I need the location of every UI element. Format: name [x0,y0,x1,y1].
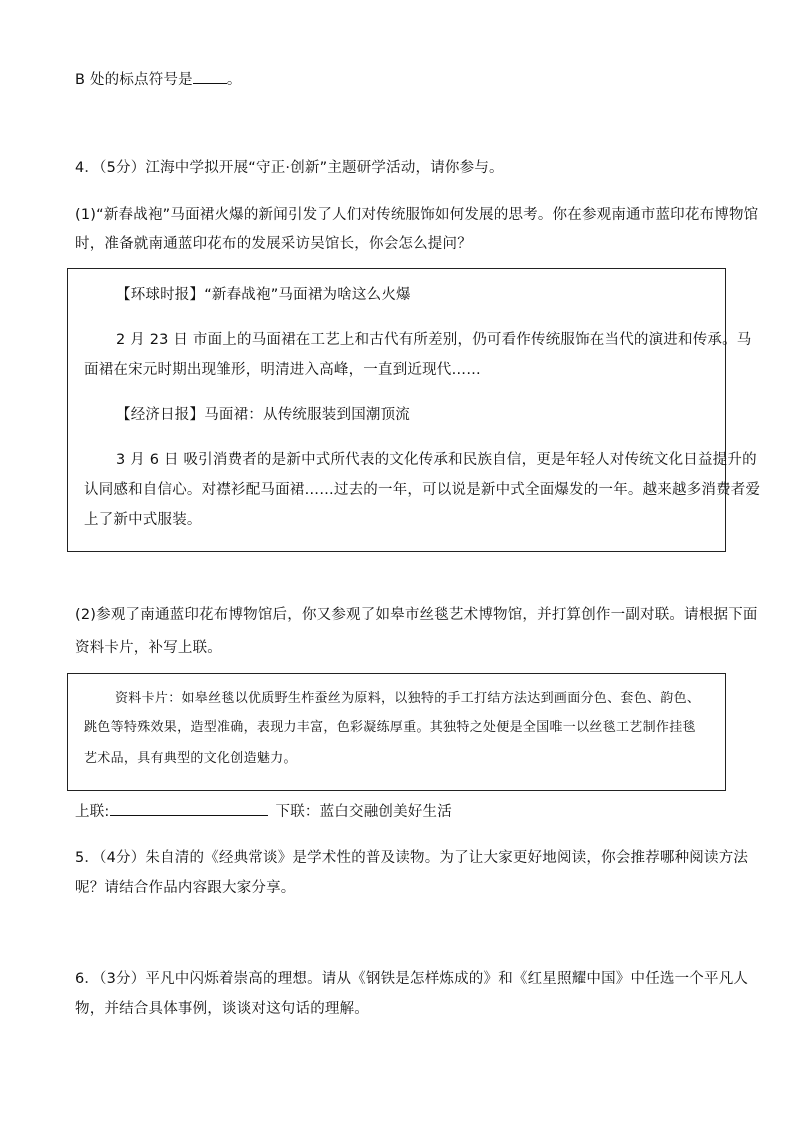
q4-part2-line1: (2)参观了南通蓝印花布博物馆后，你又参观了如皋市丝毯艺术博物馆，并打算创作一副对联。请根据下面 [75,607,758,623]
q4-part1-line1: (1)“新春战袍”马面裙火爆的新闻引发了人们对传统服饰如何发展的思考。你在参观南通市蓝印花布博物馆 [75,207,759,223]
answer-blank[interactable] [193,71,227,84]
news-body-2-line3: 上了新中式服装。 [84,512,202,528]
card-line2: 跳色等特殊效果，造型准确，表现力丰富，色彩凝练厚重。其独特之处便是全国唯一以丝毯工艺制作挂毯 [84,720,696,735]
q4-part1-line2: 时，准备就南通蓝印花布的发展采访吴馆长，你会怎么提问？ [75,236,472,252]
news-headline-2: 【经济日报】马面裙：从传统服装到国潮顶流 [116,407,410,423]
q3-tail-text: B 处的标点符号是 [75,72,193,88]
card-line1: 资料卡片：如皋丝毯以优质野生柞蚕丝为原料，以独特的手工打结方法达到画面分色、套色、韵色、 [115,691,701,706]
news-body-1-line1: 2 月 23 日 市面上的马面裙在工艺上和古代有所差别，仍可看作传统服饰在当代的演进和传承。马 [116,332,752,348]
q6-line2: 物，并结合具体事例，谈谈对这句话的理解。 [75,1001,369,1017]
q6-line1: 6．（3分）平凡中闪烁着崇高的理想。请从《钢铁是怎样炼成的》和《红星照耀中国》中任选一个平凡人 [75,971,749,987]
couplet-line [75,800,452,821]
q3-tail-line [75,68,242,89]
q5-line1: 5．（4分）朱自清的《经典常谈》是学术性的普及读物。为了让大家更好地阅读，你会推荐哪种阅读方法 [75,850,749,866]
news-body-2-line2: 认同感和自信心。对襟衫配马面裙……过去的一年，可以说是新中式全面爆发的一年。越来越多消费者爱 [84,482,761,498]
news-body-2-line1: 3 月 6 日 吸引消费者的是新中式所代表的文化传承和民族自信，更是年轻人对传统文化日益提升的 [116,452,757,468]
news-headline-1: 【环球时报】“新春战袍”马面裙为啥这么火爆 [116,287,411,303]
couplet-upper-label: 上联: [75,804,110,820]
news-body-1-line2: 面裙在宋元时期出现雏形，明清进入高峰，一直到近现代…… [84,362,481,378]
couplet-lower: 下联：蓝白交融创美好生活 [275,804,452,820]
q4-part2-line2: 资料卡片，补写上联。 [75,640,222,656]
q3-tail-end: 。 [226,72,242,88]
q4-stem: 4．（5分）江海中学拟开展“守正·创新”主题研学活动，请你参与。 [75,160,504,176]
info-card [67,673,726,791]
q5-line2: 呢？请结合作品内容跟大家分享。 [75,880,296,896]
couplet-upper-blank[interactable] [110,803,268,816]
news-box [67,268,761,552]
card-line3: 艺术品，具有典型的文化创造魅力。 [84,751,297,766]
